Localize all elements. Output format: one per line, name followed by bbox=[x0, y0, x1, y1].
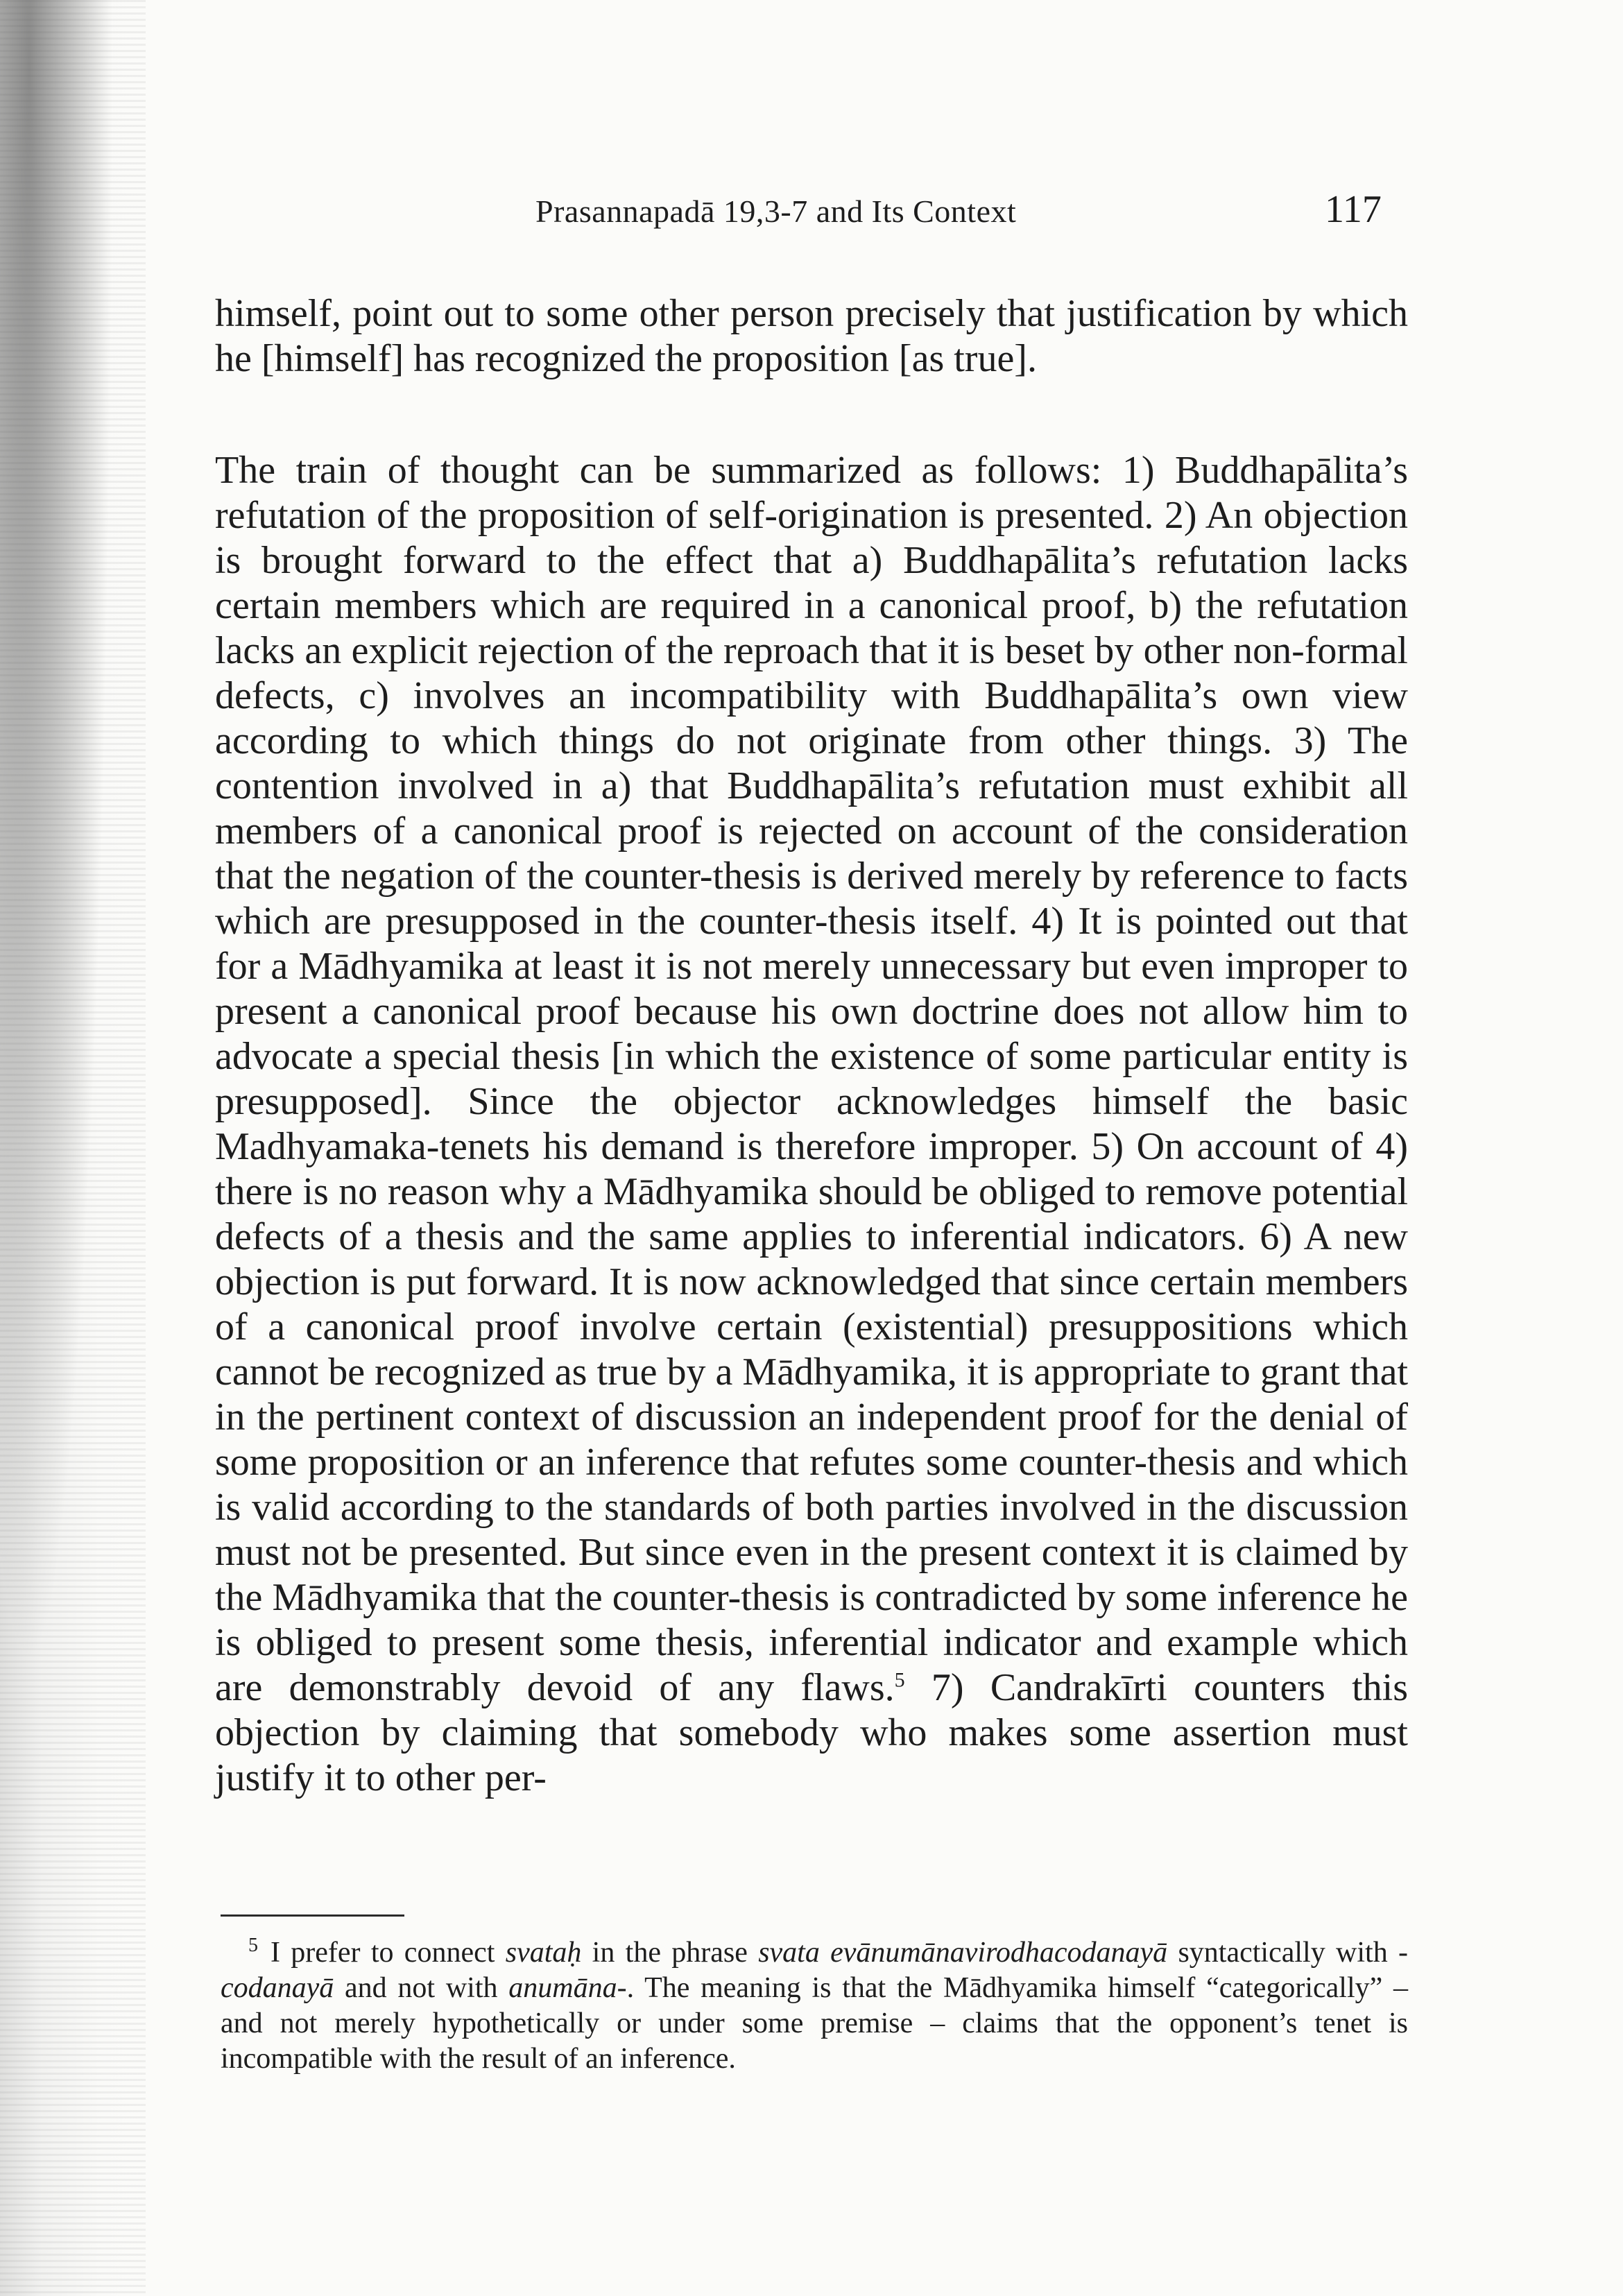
paragraph-continuation: himself, point out to some other person precisely that justification by which he [himself] has recognized the proposition [as true]. bbox=[215, 292, 1408, 380]
footnote-number: 5 bbox=[248, 1935, 258, 1956]
paragraph-summary bbox=[215, 448, 1408, 1801]
page-header bbox=[0, 187, 1623, 243]
footnote-text: I prefer to connect bbox=[270, 1937, 506, 1969]
footnote-term: anumāna- bbox=[508, 1972, 627, 2004]
summary-text-part-2: 7) Candrakīrti counters this objection by claiming that somebody who makes some assertion must justify it to other per- bbox=[215, 1666, 1408, 1799]
footnote-term: svataḥ bbox=[505, 1937, 582, 1969]
footnote-separator bbox=[221, 1914, 404, 1917]
footnote-term: -codanayā bbox=[221, 1937, 1408, 2004]
footnote-text: . The meaning is that the Mādhyamika himself “categorically” – and not merely hypothetically or under some premise – claims that the opponent’s tenet is incompatible with the result of an inference. bbox=[221, 1972, 1409, 2075]
footnote-text: in the phrase bbox=[581, 1937, 759, 1969]
footnote-text: and not with bbox=[334, 1972, 509, 2004]
running-title: Prasannapadā 19,3-7 and Its Context bbox=[535, 194, 1017, 229]
scan-binding-shadow bbox=[0, 0, 146, 2296]
footnote bbox=[221, 1935, 1408, 2077]
summary-text-part-1: The train of thought can be summarized as follows: 1) Buddhapālita’s refutation of the proposition of self-origination is presented. 2) An objection is brought forward to the effect that a) Buddhapālita’s refutation lacks certain members which are required in a canonical proof, b) the refutation lacks an explicit rejection of the reproach that it is beset by other non-formal defects, c) involves an incompatibility with Buddhapālita’s own view according to which things do not originate from other things. 3) The contention involved in a) that Buddhapālita’s refutation must exhibit all members of a canonical proof is rejected on account of the consideration that the negation of the counter-thesis is derived merely by reference to facts which are presupposed in the counter-thesis itself. 4) It is pointed out that for a Mādhyamika at least it is not merely unnecessary but even improper to present a canonical proof because his own doctrine does not allow him to advocate a special thesis [in which the existence of some particular entity is presupposed]. Since the objector acknowledges himself the basic Madhyamaka-tenets his demand is therefore improper. 5) On account of 4) there is no reason why a Mādhyamika should be obliged to remove potential defects of a thesis and the same applies to inferential indicators. 6) A new objection is put forward. It is now acknowledged that since certain members of a canonical proof involve certain (existential) presuppositions which cannot be recognized as true by a Mādhyamika, it is appropriate to grant that in the pertinent context of discussion an independent proof for the denial of some proposition or an inference that refutes some counter-thesis and which is valid according to the standards of both parties involved in the discussion must not be presented. But since even in the present context it is claimed by the Mādhyamika that the counter-thesis is contradicted by some inference he is obliged to present some thesis, inferential indicator and example which are demonstrably devoid of any flaws. bbox=[215, 449, 1408, 1709]
page-number: 117 bbox=[1325, 188, 1382, 231]
footnote-reference[interactable]: 5 bbox=[894, 1668, 905, 1692]
footnote-term: svata evānumānavirodhacodanayā bbox=[758, 1937, 1168, 1969]
footnote-text: syntactically with bbox=[1167, 1937, 1398, 1969]
